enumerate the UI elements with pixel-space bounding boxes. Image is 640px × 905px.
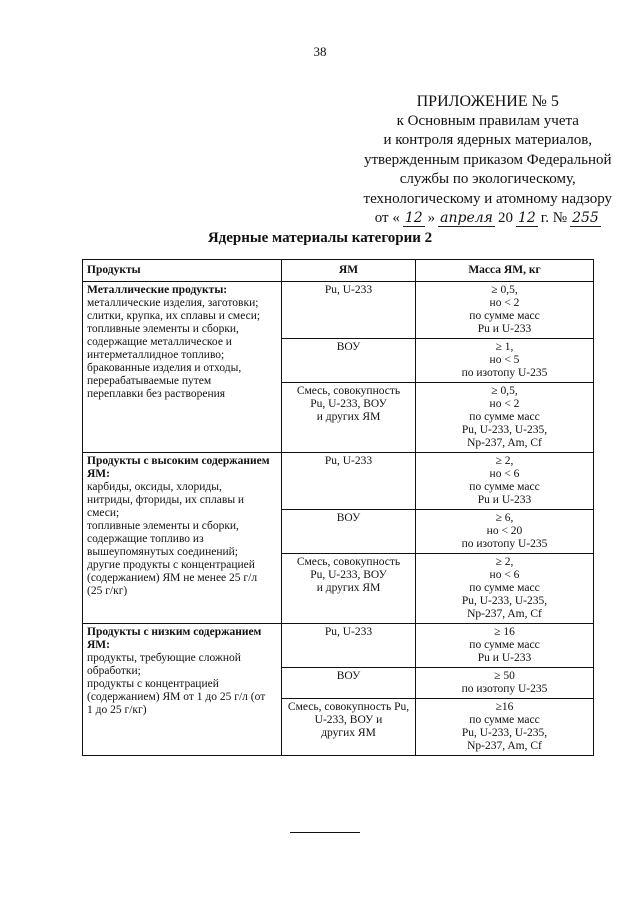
nm-cell [282, 383, 416, 453]
nm-line: ВОУ [336, 670, 361, 682]
mass-line: ≥ 6, [495, 512, 514, 524]
mass-line: но < 20 [486, 525, 523, 537]
mass-line: ≥ 1, [495, 341, 514, 353]
mass-line: Pu, U-233, U-235, [461, 727, 548, 739]
nm-cell [282, 510, 416, 554]
nm-cell [282, 668, 416, 699]
mass-cell [416, 282, 594, 339]
product-line: бракованные изделия и отходы, [87, 362, 242, 374]
handwritten-month: апреля [440, 210, 493, 226]
appendix-line: утвержденным приказом Федеральной [363, 151, 612, 168]
mass-line: Pu, U-233, U-235, [461, 424, 548, 436]
nm-line: и других ЯМ [316, 582, 381, 594]
product-line: вышеупомянутых соединений; [87, 546, 238, 558]
mass-line: по сумме масс [469, 582, 540, 594]
nm-line: Pu, U-233, ВОУ [310, 569, 387, 581]
mass-line: Pu, U-233, U-235, [461, 595, 548, 607]
product-line: переплавки без растворения [87, 388, 226, 400]
nm-line: Смесь, совокупность [296, 556, 401, 568]
mass-line: но < 6 [489, 569, 520, 581]
mass-line: по сумме масс [469, 714, 540, 726]
page-title: Ядерные материалы категории 2 [207, 230, 433, 246]
mass-cell [416, 699, 594, 756]
product-line: карбиды, оксиды, хлориды, [87, 481, 222, 493]
appendix-title: ПРИЛОЖЕНИЕ № 5 [416, 93, 559, 110]
mass-line: ≥ 16 [494, 626, 515, 638]
mass-line: Pu и U-233 [477, 494, 532, 506]
nm-line: ВОУ [336, 512, 361, 524]
product-line: (содержанием) ЯМ от 1 до 25 г/л (от [87, 691, 266, 703]
page-number: 38 [313, 44, 327, 59]
nm-cell [282, 624, 416, 668]
nm-line: Pu, U-233 [324, 455, 373, 467]
product-line: продукты, требующие сложной [87, 652, 241, 664]
appendix-header [364, 92, 612, 229]
product-line: металлические изделия, заготовки; [87, 297, 259, 309]
mass-line: Np-237, Am, Cf [467, 740, 542, 752]
table-header-row [83, 260, 594, 282]
product-line: перерабатываемые путем [87, 375, 212, 387]
col-header-mass: Масса ЯМ, кг [416, 260, 594, 282]
mass-line: ≥ 50 [494, 670, 515, 682]
product-line: слитки, крупка, их сплавы и смеси; [87, 310, 261, 322]
appendix-line: службы по экологическому, [399, 171, 576, 187]
mass-cell [416, 554, 594, 624]
mass-line: ≥ 2, [495, 455, 514, 467]
handwritten-number: 255 [572, 210, 599, 226]
product-heading: Продукты с высоким содержанием ЯМ: [87, 455, 270, 480]
mass-line: но < 2 [489, 297, 520, 309]
appendix-line: технологическому и атомному надзору [363, 190, 612, 207]
mass-cell [416, 668, 594, 699]
product-line: другие продукты с концентрацией [87, 559, 255, 571]
table-body [83, 282, 594, 756]
mass-line: но < 5 [489, 354, 520, 366]
product-heading: Продукты с низким содержанием ЯМ: [87, 626, 262, 651]
product-line: 1 до 25 г/кг) [87, 704, 147, 716]
mass-line: но < 2 [489, 398, 520, 410]
nm-line: Смесь, совокупность Pu, [287, 701, 410, 713]
product-line: топливные элементы и сборки, [87, 323, 239, 335]
nm-cell [282, 699, 416, 756]
col-header-nm: ЯМ [282, 260, 416, 282]
mass-cell [416, 510, 594, 554]
mass-line: Pu и U-233 [477, 323, 532, 335]
nm-line: Pu, U-233 [324, 626, 373, 638]
appendix-line: к Основным правилам учета [396, 112, 579, 129]
nm-line: ВОУ [336, 341, 361, 353]
mass-line: по сумме масс [469, 639, 540, 651]
product-line: топливные элементы и сборки, [87, 520, 239, 532]
product-cell [83, 624, 282, 756]
product-line: содержащие топливо из [87, 533, 204, 545]
product-line: нитриды, фториды, их сплавы и [87, 494, 245, 506]
nm-line: других ЯМ [321, 727, 376, 739]
mass-cell [416, 339, 594, 383]
handwritten-year: 12 [517, 210, 536, 226]
mass-cell [416, 624, 594, 668]
nm-line: Смесь, совокупность [296, 385, 401, 397]
nm-cell [282, 453, 416, 510]
mass-line: ≥ 2, [495, 556, 514, 568]
table-row [83, 453, 594, 510]
mass-cell [416, 383, 594, 453]
mass-line: ≥16 [495, 701, 514, 713]
product-cell [83, 453, 282, 624]
category-table [82, 259, 594, 756]
mass-line: ≥ 0,5, [491, 284, 518, 296]
product-cell [83, 282, 282, 453]
handwritten-day: 12 [404, 210, 423, 226]
nm-cell [282, 339, 416, 383]
mass-line: по сумме масс [469, 310, 540, 322]
footer-divider [290, 832, 360, 833]
mass-line: по сумме масс [469, 411, 540, 423]
table-row [83, 624, 594, 668]
nm-cell [282, 282, 416, 339]
product-heading: Металлические продукты: [87, 284, 228, 296]
mass-cell [416, 453, 594, 510]
mass-line: по сумме масс [469, 481, 540, 493]
nm-line: Pu, U-233 [324, 284, 373, 296]
mass-line: по изотопу U-235 [461, 538, 548, 550]
product-line: интерметаллидное топливо; [87, 349, 225, 361]
nm-line: U-233, ВОУ и [314, 714, 383, 726]
mass-line: Np-237, Am, Cf [467, 437, 542, 449]
product-line: смеси; [87, 507, 120, 519]
table-row [83, 282, 594, 339]
mass-line: Np-237, Am, Cf [467, 608, 542, 620]
mass-line: Pu и U-233 [477, 652, 532, 664]
product-line: продукты с концентрацией [87, 678, 219, 690]
product-line: (содержанием) ЯМ не менее 25 г/л [87, 572, 258, 584]
nm-line: и других ЯМ [316, 411, 381, 423]
product-line: (25 г/кг) [87, 585, 128, 597]
mass-line: но < 6 [489, 468, 520, 480]
order-date-line: от « 12 » апреля 20 12 г. № 255 [374, 210, 599, 226]
mass-line: по изотопу U-235 [461, 367, 548, 379]
product-line: обработки; [87, 665, 141, 677]
mass-line: по изотопу U-235 [461, 683, 548, 695]
nm-cell [282, 554, 416, 624]
product-line: содержащие металлическое и [87, 336, 232, 348]
nm-line: Pu, U-233, ВОУ [310, 398, 387, 410]
col-header-products: Продукты [83, 260, 282, 282]
appendix-line: и контроля ядерных материалов, [383, 132, 593, 148]
mass-line: ≥ 0,5, [491, 385, 518, 397]
